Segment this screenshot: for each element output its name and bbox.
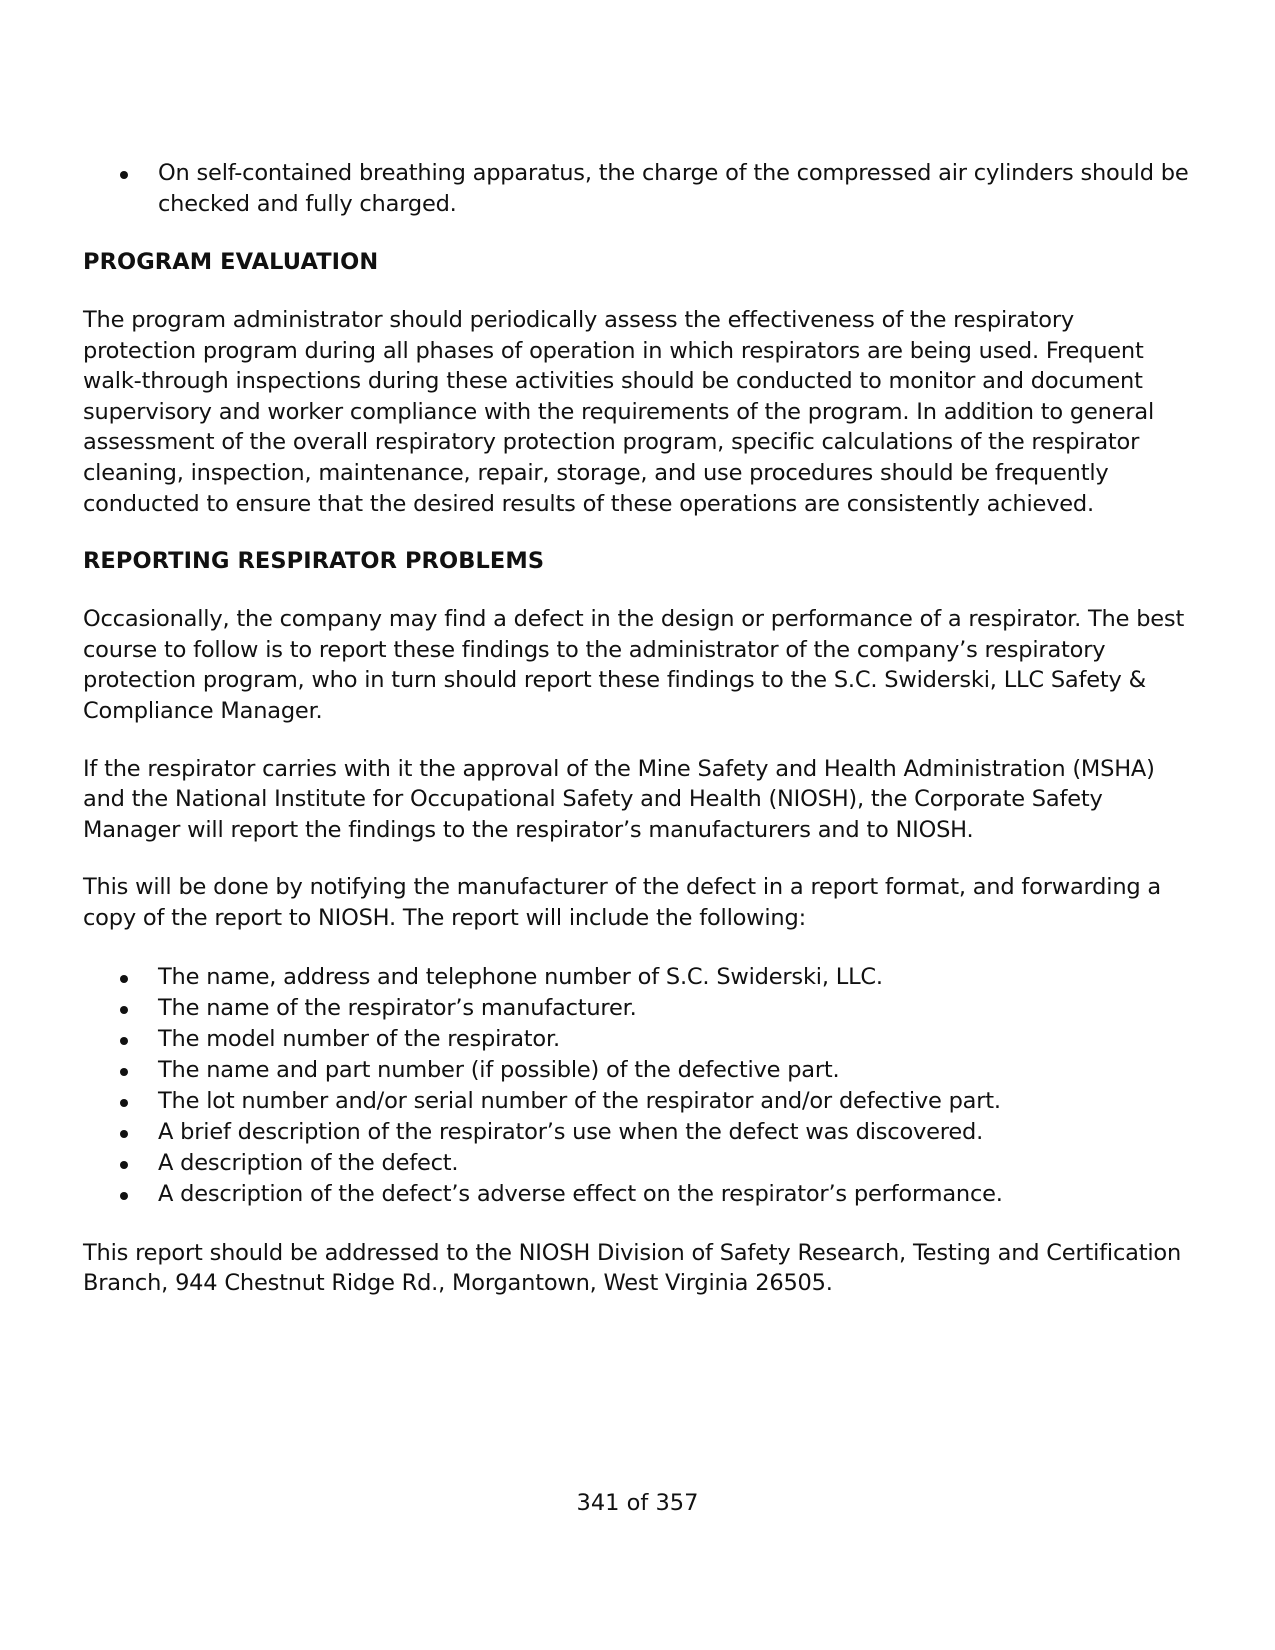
list-item bbox=[83, 158, 1193, 220]
bullet-icon bbox=[120, 1130, 128, 1138]
bullet-icon bbox=[120, 1006, 128, 1014]
intro-bullet-list bbox=[83, 158, 1193, 220]
page-number: 341 of 357 bbox=[576, 1490, 699, 1516]
list-item bbox=[83, 993, 1193, 1024]
program-evaluation-paragraph: The program administrator should periodically assess the effectiveness of the respiratory protection program during all phases of operation in which respirators are being used. Frequent walk-through inspections during these activities should be conducted to monitor and document supervisory and worker compliance with the requirements of the program. In addition to general assessment of the overall respiratory protection program, specific calculations of the respirator cleaning, inspection, maintenance, repair, storage, and use procedures should be frequently conducted to ensure that the desired results of these operations are consistently achieved. bbox=[83, 307, 1155, 517]
document-page bbox=[83, 158, 1193, 1299]
list-item-text: The model number of the respirator. bbox=[158, 1025, 560, 1052]
bullet-icon bbox=[120, 1161, 128, 1169]
bullet-icon bbox=[120, 1068, 128, 1076]
list-item bbox=[83, 1055, 1193, 1086]
list-item bbox=[83, 1179, 1193, 1210]
list-item bbox=[83, 1086, 1193, 1117]
list-item-text: A description of the defect’s adverse effect on the respirator’s performance. bbox=[158, 1180, 1003, 1207]
list-item-text: On self-contained breathing apparatus, the charge of the compressed air cylinders should be checked and fully charged. bbox=[158, 160, 1189, 217]
list-item bbox=[83, 1148, 1193, 1179]
bullet-icon bbox=[120, 975, 128, 983]
section-heading-program-evaluation: PROGRAM EVALUATION bbox=[83, 249, 379, 275]
list-item-text: The name, address and telephone number of S.C. Swiderski, LLC. bbox=[158, 963, 883, 990]
list-item bbox=[83, 962, 1193, 993]
list-item-text: A brief description of the respirator’s use when the defect was discovered. bbox=[158, 1118, 984, 1145]
list-item-text: The lot number and/or serial number of the respirator and/or defective part. bbox=[158, 1087, 1001, 1114]
bullet-icon bbox=[120, 1099, 128, 1107]
report-items-list bbox=[83, 962, 1193, 1210]
reporting-paragraph-4: This report should be addressed to the NIOSH Division of Safety Research, Testing and Certification Branch, 944 Chestnut Ridge Rd., Morgantown, West Virginia 26505. bbox=[83, 1239, 1182, 1297]
reporting-paragraph-1: Occasionally, the company may find a defect in the design or performance of a respirator. The best course to follow is to report these findings to the administrator of the company’s respiratory protection program, who in turn should report these findings to the S.C. Swiderski, LLC Safety & Compliance Manager. bbox=[83, 606, 1185, 724]
list-item-text: The name of the respirator’s manufacturer. bbox=[158, 994, 637, 1021]
section-heading-reporting: REPORTING RESPIRATOR PROBLEMS bbox=[83, 548, 545, 575]
list-item bbox=[83, 1117, 1193, 1148]
list-item bbox=[83, 1024, 1193, 1055]
reporting-paragraph-2: If the respirator carries with it the approval of the Mine Safety and Health Administration (MSHA) and the National Institute for Occupational Safety and Health (NIOSH), the Corporate Safety Manager will report the findings to the respirator’s manufacturers and to NIOSH. bbox=[83, 755, 1155, 843]
list-item-text: A description of the defect. bbox=[158, 1149, 459, 1176]
bullet-icon bbox=[120, 1037, 128, 1045]
bullet-icon bbox=[120, 171, 128, 179]
bullet-icon bbox=[120, 1192, 128, 1200]
reporting-paragraph-3: This will be done by notifying the manufacturer of the defect in a report format, and forwarding a copy of the report to NIOSH. The report will include the following: bbox=[83, 874, 1162, 931]
list-item-text: The name and part number (if possible) of the defective part. bbox=[158, 1056, 840, 1083]
